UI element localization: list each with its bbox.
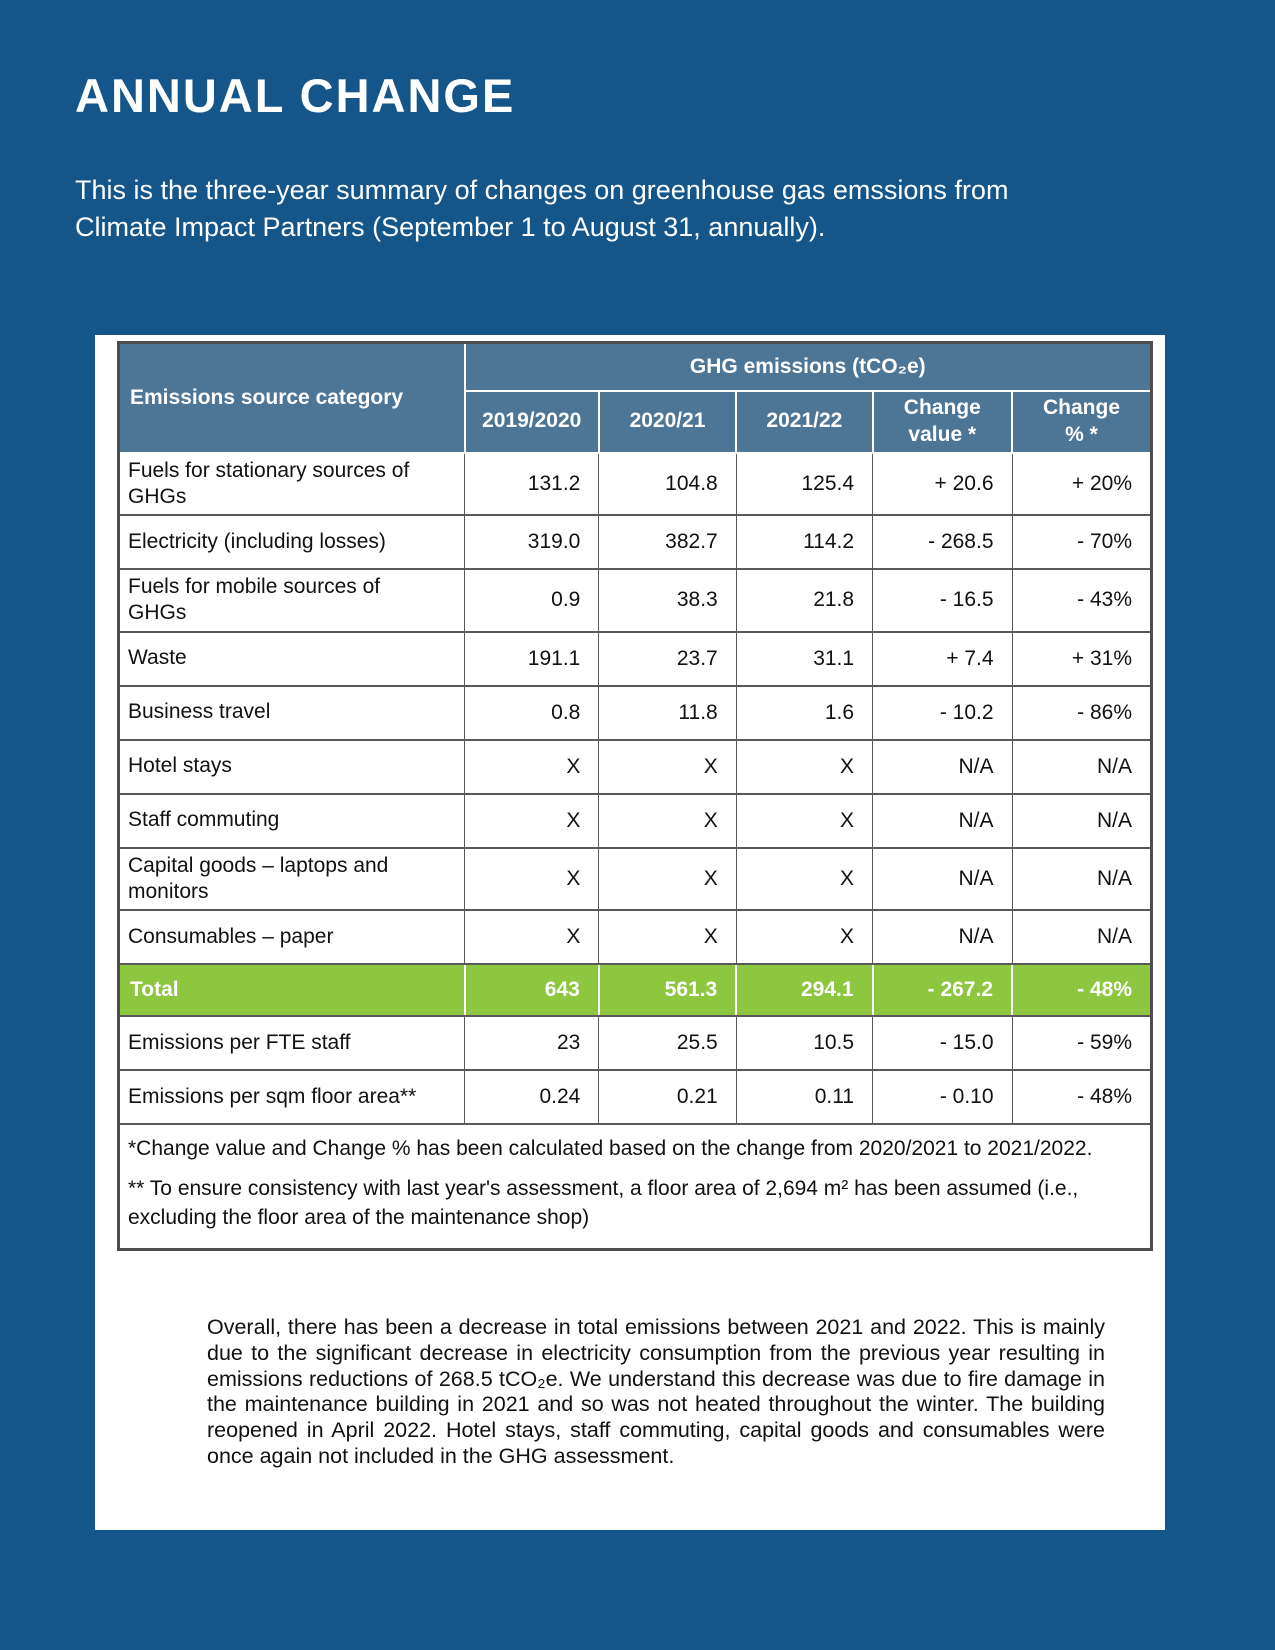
- cell-change-pct: N/A: [1012, 910, 1151, 964]
- cell-change-value: + 7.4: [873, 632, 1012, 686]
- row-label: Electricity (including losses): [119, 515, 465, 569]
- table-row: [119, 740, 1152, 794]
- cell-2020-21: X: [599, 910, 736, 964]
- row-label: Consumables – paper: [119, 910, 465, 964]
- cell-change-pct: - 86%: [1012, 686, 1151, 740]
- cell-2020-21: X: [599, 848, 736, 911]
- footnotes-row: [119, 1124, 1152, 1250]
- table-row: [119, 794, 1152, 848]
- column-header-2019-2020: 2019/2020: [465, 391, 599, 453]
- cell-2019-2020: 191.1: [465, 632, 599, 686]
- column-header-change-value: [873, 391, 1012, 453]
- cell-change-value: N/A: [873, 740, 1012, 794]
- cell-change-value: N/A: [873, 794, 1012, 848]
- cell-change-pct: - 48%: [1012, 1070, 1151, 1124]
- table-row: [119, 632, 1152, 686]
- cell-2020-21: 11.8: [599, 686, 736, 740]
- cell-change-value: - 268.5: [873, 515, 1012, 569]
- cell-2020-21: 38.3: [599, 569, 736, 632]
- cell-2020-21: 561.3: [599, 964, 736, 1016]
- emissions-table: [117, 341, 1153, 1251]
- cell-2020-21: 382.7: [599, 515, 736, 569]
- cell-change-value: - 10.2: [873, 686, 1012, 740]
- closing-paragraph: Overall, there has been a decrease in total emissions between 2021 and 2022. This is mainly due to the significant decrease in electricity consumption from the previous year resulting in emissions reductions of 268.5 tCO₂e. We understand this decrease was due to fire damage in the maintenance building in 2021 and so was not heated throughout the winter. The building reopened in April 2022. Hotel stays, staff commuting, capital goods and consumables were once again not included in the GHG assessment.: [207, 1315, 1105, 1469]
- table-row: [119, 1016, 1152, 1070]
- cell-2021-22: X: [736, 794, 872, 848]
- change-value-header-line1: Change: [903, 396, 981, 420]
- cell-2021-22: 294.1: [736, 964, 872, 1016]
- intro-text: This is the three-year summary of changes on greenhouse gas emssions from Climate Impact Partners (September 1 to August 31, annually).: [75, 175, 1009, 242]
- cell-change-pct: - 59%: [1012, 1016, 1151, 1070]
- cell-change-value: N/A: [873, 848, 1012, 911]
- total-row: [119, 964, 1152, 1016]
- table-row: [119, 515, 1152, 569]
- table-row: [119, 686, 1152, 740]
- row-label: Staff commuting: [119, 794, 465, 848]
- cell-2019-2020: 0.8: [465, 686, 599, 740]
- cell-change-pct: N/A: [1012, 848, 1151, 911]
- row-label: Hotel stays: [119, 740, 465, 794]
- footnote-floor-area: ** To ensure consistency with last year's assessment, a floor area of 2,694 m² has been assumed (i.e., excluding the floor area of the maintenance shop): [128, 1177, 1079, 1229]
- cell-2021-22: 125.4: [736, 453, 872, 516]
- page-title: ANNUAL CHANGE: [75, 69, 516, 122]
- cell-2019-2020: X: [465, 848, 599, 911]
- cell-2019-2020: 319.0: [465, 515, 599, 569]
- cell-2019-2020: 643: [465, 964, 599, 1016]
- row-label: Fuels for mobile sources of GHGs: [119, 569, 465, 632]
- cell-change-pct: - 43%: [1012, 569, 1151, 632]
- cell-2019-2020: 131.2: [465, 453, 599, 516]
- cell-2019-2020: 0.24: [465, 1070, 599, 1124]
- cell-2019-2020: 0.9: [465, 569, 599, 632]
- cell-change-value: - 0.10: [873, 1070, 1012, 1124]
- cell-2020-21: 104.8: [599, 453, 736, 516]
- cell-change-pct: N/A: [1012, 794, 1151, 848]
- column-header-2020-21: 2020/21: [599, 391, 736, 453]
- cell-2021-22: 0.11: [736, 1070, 872, 1124]
- cell-2021-22: 31.1: [736, 632, 872, 686]
- table-row: [119, 848, 1152, 911]
- table-header-row-group: [119, 343, 1152, 391]
- cell-2019-2020: X: [465, 740, 599, 794]
- row-label: Fuels for stationary sources of GHGs: [119, 453, 465, 516]
- cell-change-value: - 15.0: [873, 1016, 1012, 1070]
- cell-2020-21: X: [599, 740, 736, 794]
- cell-change-pct: - 48%: [1012, 964, 1151, 1016]
- row-label: Emissions per sqm floor area**: [119, 1070, 465, 1124]
- table-group-header: GHG emissions (tCO₂e): [465, 343, 1152, 391]
- cell-change-value: + 20.6: [873, 453, 1012, 516]
- cell-change-pct: + 31%: [1012, 632, 1151, 686]
- cell-change-pct: N/A: [1012, 740, 1151, 794]
- cell-2021-22: 1.6: [736, 686, 872, 740]
- cell-2020-21: 25.5: [599, 1016, 736, 1070]
- table-row: [119, 569, 1152, 632]
- cell-2019-2020: X: [465, 910, 599, 964]
- cell-2020-21: X: [599, 794, 736, 848]
- table-row: [119, 910, 1152, 964]
- content-panel: [95, 335, 1165, 1530]
- cell-change-value: N/A: [873, 910, 1012, 964]
- cell-2019-2020: X: [465, 794, 599, 848]
- cell-2021-22: 10.5: [736, 1016, 872, 1070]
- cell-2021-22: X: [736, 910, 872, 964]
- column-header-category: Emissions source category: [119, 343, 465, 453]
- cell-2020-21: 23.7: [599, 632, 736, 686]
- row-label: Total: [119, 964, 465, 1016]
- cell-change-pct: - 70%: [1012, 515, 1151, 569]
- cell-change-value: - 267.2: [873, 964, 1012, 1016]
- row-label: Capital goods – laptops and monitors: [119, 848, 465, 911]
- cell-change-pct: + 20%: [1012, 453, 1151, 516]
- table-row: [119, 453, 1152, 516]
- change-pct-header-line1: Change: [1043, 396, 1121, 420]
- cell-2021-22: X: [736, 740, 872, 794]
- cell-2021-22: 114.2: [736, 515, 872, 569]
- footnote-change-calculation: *Change value and Change % has been calculated based on the change from 2020/2021 to 2021/2022.: [128, 1137, 1093, 1160]
- cell-2021-22: X: [736, 848, 872, 911]
- cell-2021-22: 21.8: [736, 569, 872, 632]
- change-pct-header-line2: % *: [1065, 422, 1098, 446]
- change-value-header-line2: value *: [908, 422, 977, 446]
- table-row: [119, 1070, 1152, 1124]
- column-header-change-pct: [1012, 391, 1151, 453]
- row-label: Emissions per FTE staff: [119, 1016, 465, 1070]
- row-label: Waste: [119, 632, 465, 686]
- cell-change-value: - 16.5: [873, 569, 1012, 632]
- cell-2020-21: 0.21: [599, 1070, 736, 1124]
- cell-2019-2020: 23: [465, 1016, 599, 1070]
- row-label: Business travel: [119, 686, 465, 740]
- column-header-2021-22: 2021/22: [736, 391, 872, 453]
- footnotes-cell: [119, 1124, 1152, 1250]
